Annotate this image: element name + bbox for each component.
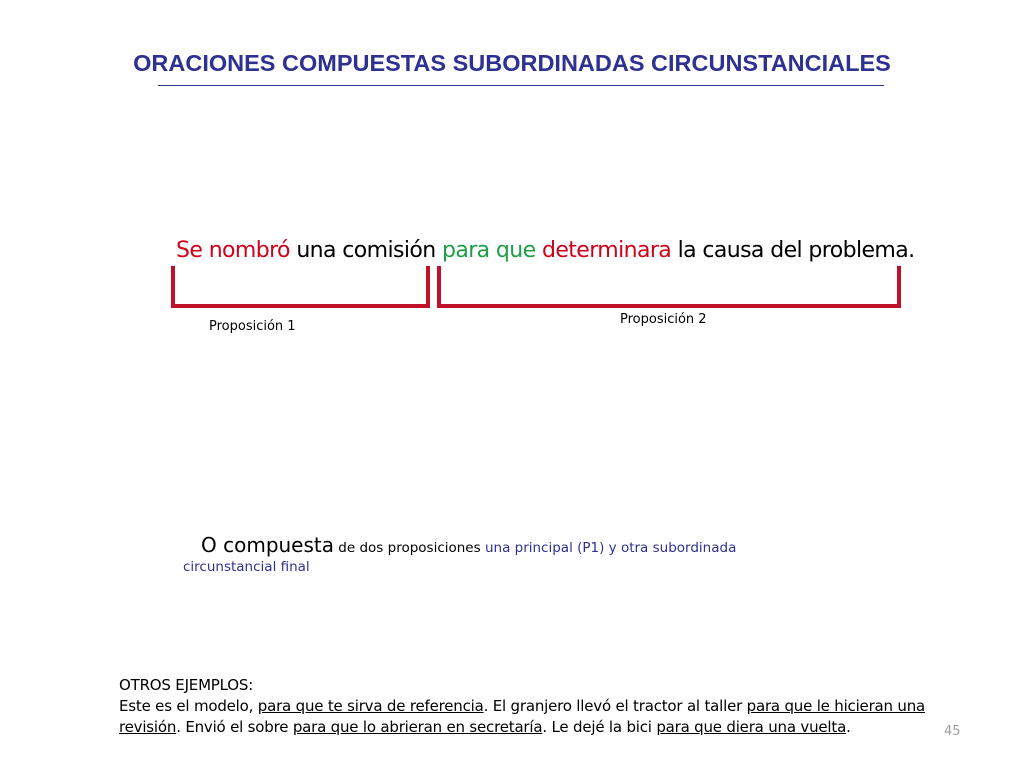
example-underlined: para que te sirva de referencia [257,697,484,715]
example-underlined: para que diera una vuelta [656,718,847,736]
example-text: . Envió el sobre [176,718,293,736]
page-number: 45 [944,724,961,739]
explanation-lead: O compuesta [201,533,335,557]
example-underlined: para que le hicieran una revisión [119,697,926,736]
example-text: Este es el modelo, [119,697,258,715]
explanation-mid: de dos proposiciones [334,540,485,556]
example-underlined: para que lo abrieran en secretaría [292,718,543,736]
sentence-verb-2: determinara [535,238,672,263]
proposition-1-label: Proposición 1 [209,319,296,334]
explanation-blue-2: circunstancial final [183,559,310,575]
sentence-verb: Se nombró [176,238,290,263]
sentence-object: una comisión [289,238,442,263]
example-text: . El granjero llevó el tractor al taller [483,697,747,715]
examples-heading: OTROS EJEMPLOS: [119,676,254,694]
examples-body [119,696,979,738]
proposition-2-label: Proposición 2 [620,312,707,327]
bracket-proposition-1 [173,266,428,306]
other-examples [119,675,979,738]
slide-title: ORACIONES COMPUESTAS SUBORDINADAS CIRCUNSTANCIALES [133,50,891,76]
example-text: . [846,718,851,736]
explanation-blue-1: una principal (P1) y otra subordinada [484,540,737,556]
example-text: . Le dejé la bici [542,718,657,736]
sentence-rest: la causa del problema. [671,238,915,263]
sentence-nexus: para que [441,238,536,263]
bracket-proposition-2 [439,266,899,306]
explanation-text [183,532,783,575]
